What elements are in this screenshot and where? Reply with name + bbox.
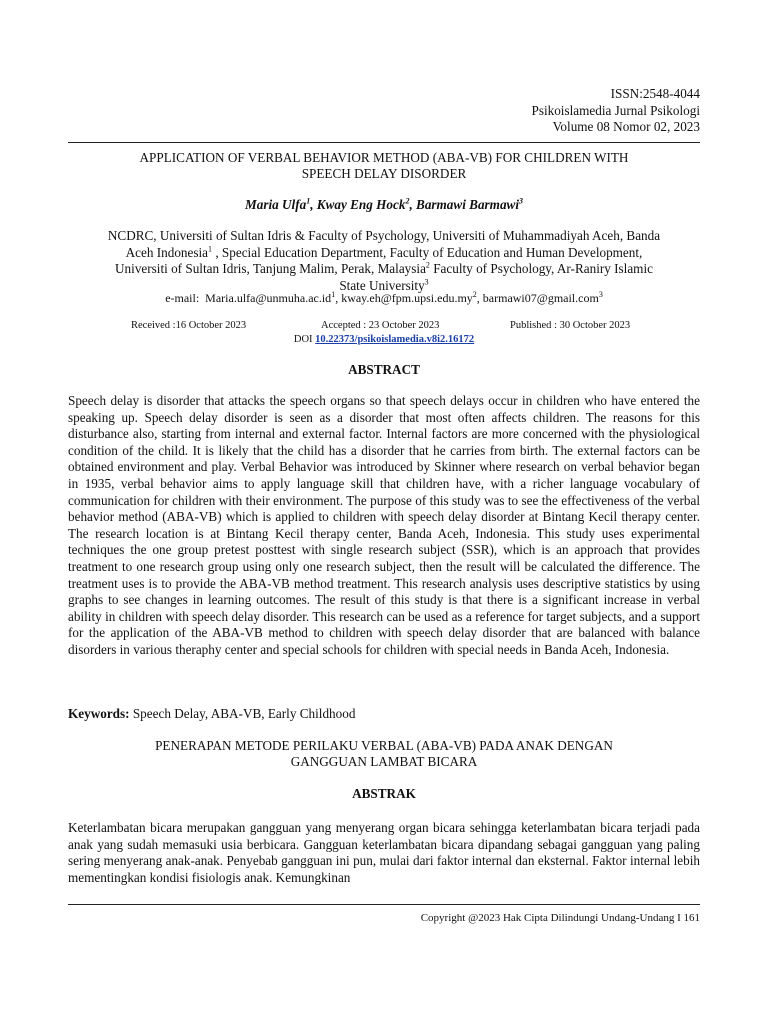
author-3: Barmawi Barmawi xyxy=(416,197,519,212)
author-list: Maria Ulfa$^1$, Kway Eng Hock$^2$, Barmawi Barmawi$^3$ xyxy=(245,196,523,212)
keywords-label: Keywords: xyxy=(68,706,130,721)
keywords-value: Speech Delay, ABA-VB, Early Childhood xyxy=(129,706,356,721)
keywords xyxy=(68,706,700,722)
abstract-text: Speech delay is disorder that attacks the speech organs so that speech delays occur in children who have entered the speaking up. Speech delay disorder is seen as a disorder that most often affects children. The reasons for this disturbance also, starting from internal and external factor. Internal factors are more concerned with the physiological condition of the child. It is likely that the child has a disorder that he carries from birth. The external factors can be obtained environment and play. Verbal Behavior was introduced by Skinner where research on verbal behavior began in 1935, verbal behavior aims to apply language skill that children have, with a richer language vocabulary of communication for children with their environment. The purpose of this study was to see the effectiveness of the verbal behavior method (ABA-VB) which is applied to children with speech delay disorder at Bintang Kecil therapy center. The research location is at Bintang Kecil therapy center, Banda Aceh, Indonesia. This study uses experimental techniques the one group pretest posttest with single research subject (SSR), which is an approach that provides treatment to one research group using only one research subject, then the result will be calculated the difference. The treatment uses is to provide the ABA-VB method treatment. This research analysis uses descriptive statistics by using graphs to see changes in learning outcomes. The result of this study is that there is a significant increase in verbal ability in children with speech delay disorder. This research can be used as a reference for target subjects, and a support for the application of the ABA-VB method to children with speech delay disorder that are balanced with balance disorders in various theraphy center and special schools for children with special needs in Banda Aceh, Indonesia. xyxy=(68,393,700,657)
journal-name: Psikoislamedia Jurnal Psikologi xyxy=(531,102,700,118)
author-1: Maria Ulfa xyxy=(245,197,307,212)
affiliation-line-3: Universiti of Sultan Idris, Tanjung Malim, Perak, Malaysia$^2$ Faculty of Psychology, Ar-Raniry Islamic xyxy=(115,260,653,276)
affiliation-line-4: State University$^3$ xyxy=(339,277,429,293)
author-2: Kway Eng Hock xyxy=(316,197,406,212)
abstract-heading: ABSTRACT xyxy=(348,362,420,377)
header-divider xyxy=(68,142,700,143)
doi-label: DOI xyxy=(293,334,313,345)
footer-divider xyxy=(68,904,700,905)
abstrak-title-line-1: PENERAPAN METODE PERILAKU VERBAL (ABA-VB) PADA ANAK DENGAN xyxy=(155,738,613,753)
email-2[interactable]: kway.eh@fpm.upsi.edu.my xyxy=(341,291,473,305)
abstrak-heading: ABSTRAK xyxy=(352,786,416,801)
published-date: Published : 30 October 2023 xyxy=(510,320,631,331)
affiliations xyxy=(68,228,700,294)
volume-info: Volume 08 Nomor 02, 2023 xyxy=(552,119,700,134)
title-line-1: APPLICATION OF VERBAL BEHAVIOR METHOD (ABA-VB) FOR CHILDREN WITH xyxy=(139,150,629,165)
received-date: Received :16 October 2023 xyxy=(131,320,247,331)
article-title xyxy=(68,150,700,182)
affiliation-line-2: Aceh Indonesia$^1$ , Special Education Department, Faculty of Education and Human Development, xyxy=(125,244,643,260)
title-line-2: SPEECH DELAY DISORDER xyxy=(301,166,467,181)
issn: ISSN:2548-4044 xyxy=(610,86,700,101)
abstrak-text: Keterlambatan bicara merupakan gangguan yang menyerang organ bicara sehingga keterlambatan bicara terjadi pada anak yang sudah memasuki usia berbicara. Gangguan keterlambatan bicara dipandang sebagai gangguan yang paling sering menyerang anak-anak. Penyebab gangguan ini pun, mulai dari faktor internal dan eksternal. Faktor internal lebih mementingkan kondisi fisiologis anak. Kemungkinan xyxy=(68,820,700,885)
copyright-footer: Copyright @2023 Hak Cipta Dilindungi Undang-Undang I 161 xyxy=(420,912,700,924)
email-label: e-mail: xyxy=(165,291,200,305)
doi xyxy=(68,334,700,345)
accepted-date: Accepted : 23 October 2023 xyxy=(321,320,440,331)
abstrak-title-line-2: GANGGUAN LAMBAT BICARA xyxy=(290,754,478,769)
email-1[interactable]: Maria.ulfa@unmuha.ac.id xyxy=(205,291,332,305)
journal-header xyxy=(531,86,700,136)
email-3[interactable]: barmawi07@gmail.com xyxy=(482,291,599,305)
author-emails: e-mail: $Maria.ulfa@unmuha.ac.id^1$, $kway.eh@fpm.upsi.edu.my^2$, barmawi07@gmail.com$^3$ xyxy=(165,290,603,305)
abstrak-title xyxy=(68,738,700,770)
doi-link[interactable]: 10.22373/psikoislamedia.v8i2.16172 xyxy=(315,334,475,345)
affiliation-line-1: NCDRC, Universiti of Sultan Idris & Faculty of Psychology, Universiti of Muhammadiyah Aceh, Banda xyxy=(107,228,661,243)
